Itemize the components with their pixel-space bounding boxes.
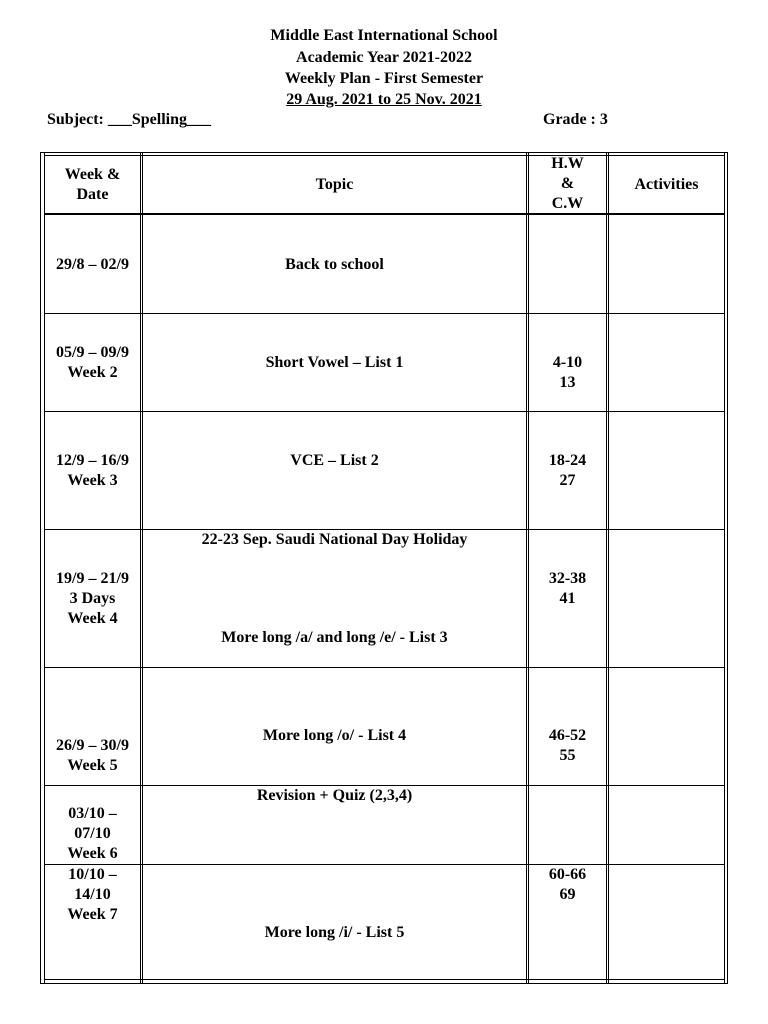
row3-topic: VCE – List 2 [290,452,379,469]
col-divider [140,153,141,983]
row-divider [44,313,724,314]
row2-topic: Short Vowel – List 1 [265,354,404,371]
row-divider [44,864,724,865]
row6-week: 03/10 – 07/10 Week 6 [67,805,118,862]
school-name: Middle East International School [270,27,498,44]
row1-week: 29/8 – 02/9 [56,256,129,273]
row3-hw: 18-24 27 [548,452,587,489]
col-divider [608,153,609,983]
row-divider [44,411,724,412]
subject-label: Subject: ___Spelling___ [47,111,212,128]
header-hw-cw: H.W & C.W [551,155,584,212]
date-range: 29 Aug. 2021 to 25 Nov. 2021 [286,91,482,108]
row4-topic: More long /a/ and long /e/ - List 3 [221,629,448,646]
weekly-plan-table [40,152,728,984]
row4-week: 19/9 – 21/9 3 Days Week 4 [56,570,129,627]
table-top-inner [44,155,724,156]
row6-topic: Revision + Quiz (2,3,4) [256,787,413,804]
row5-topic: More long /o/ - List 4 [262,727,407,744]
row2-week: 05/9 – 09/9 Week 2 [56,344,129,381]
header-week-date: Week & Date [64,166,121,203]
row5-hw: 46-52 55 [548,727,587,764]
header-topic: Topic [315,176,354,193]
row1-topic: Back to school [285,256,384,273]
col-divider [526,153,527,983]
row4-hw: 32-38 41 [548,570,587,607]
row7-week: 10/10 – 14/10 Week 7 [67,866,118,923]
grade-label: Grade : 3 [543,111,608,128]
table-bottom-inner [44,979,724,980]
academic-year: Academic Year 2021-2022 [296,49,472,66]
row7-hw: 60-66 69 [548,866,587,903]
table-border-right-inner [724,153,725,983]
row4-holiday-note: 22-23 Sep. Saudi National Day Holiday [201,531,468,548]
row7-topic: More long /i/ - List 5 [264,924,405,941]
row5-week: 26/9 – 30/9 Week 5 [56,737,129,774]
plan-title: Weekly Plan - First Semester [284,70,484,87]
col-divider [528,153,529,983]
row-divider [44,667,724,668]
col-divider [142,153,143,983]
header-activities: Activities [634,176,699,193]
header-divider [44,213,724,215]
col-divider [606,153,607,983]
row3-week: 12/9 – 16/9 Week 3 [56,452,129,489]
row2-hw: 4-10 13 [552,354,583,391]
